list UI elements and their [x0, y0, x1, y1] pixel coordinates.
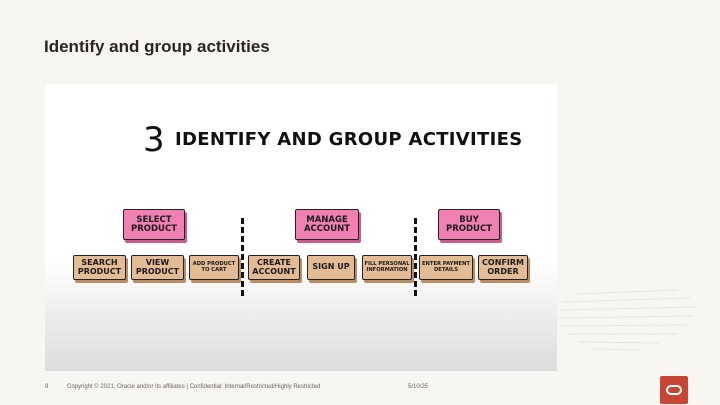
activity-note-fill-personal-information: FILL PERSONAL INFORMATION: [362, 255, 412, 280]
activity-note-sign-up: SIGN UP: [307, 255, 355, 280]
group-divider: [414, 218, 417, 296]
step-number: 3: [143, 120, 165, 160]
activity-note-view-product: VIEW PRODUCT: [131, 255, 184, 280]
page-number: 9: [45, 384, 49, 390]
activity-note-search-product: SEARCH PRODUCT: [73, 255, 126, 280]
group-divider: [241, 218, 244, 296]
decorative-texture: [558, 288, 698, 354]
copyright-notice: Copyright © 2021, Oracle and/or its affiliates | Confidential: Internal/Restricted/Highly Restricted: [67, 384, 321, 390]
group-note-select-product: SELECT PRODUCT: [123, 209, 185, 240]
activities-illustration: [45, 84, 557, 371]
slide-title: Identify and group activities: [44, 37, 270, 56]
oracle-logo-icon: [660, 376, 688, 404]
activity-note-create-account: CREATE ACCOUNT: [248, 255, 300, 280]
illustration-heading: IDENTIFY AND GROUP ACTIVITIES: [175, 129, 523, 150]
activity-note-enter-payment-details: ENTER PAYMENT DETAILS: [419, 255, 473, 280]
activity-note-add-product-to-cart: ADD PRODUCT TO CART: [189, 255, 239, 280]
group-note-manage-account: MANAGE ACCOUNT: [295, 209, 359, 240]
group-note-buy-product: BUY PRODUCT: [438, 209, 500, 240]
slide-date: 5/10/25: [408, 384, 429, 390]
activity-note-confirm-order: CONFIRM ORDER: [478, 255, 528, 280]
